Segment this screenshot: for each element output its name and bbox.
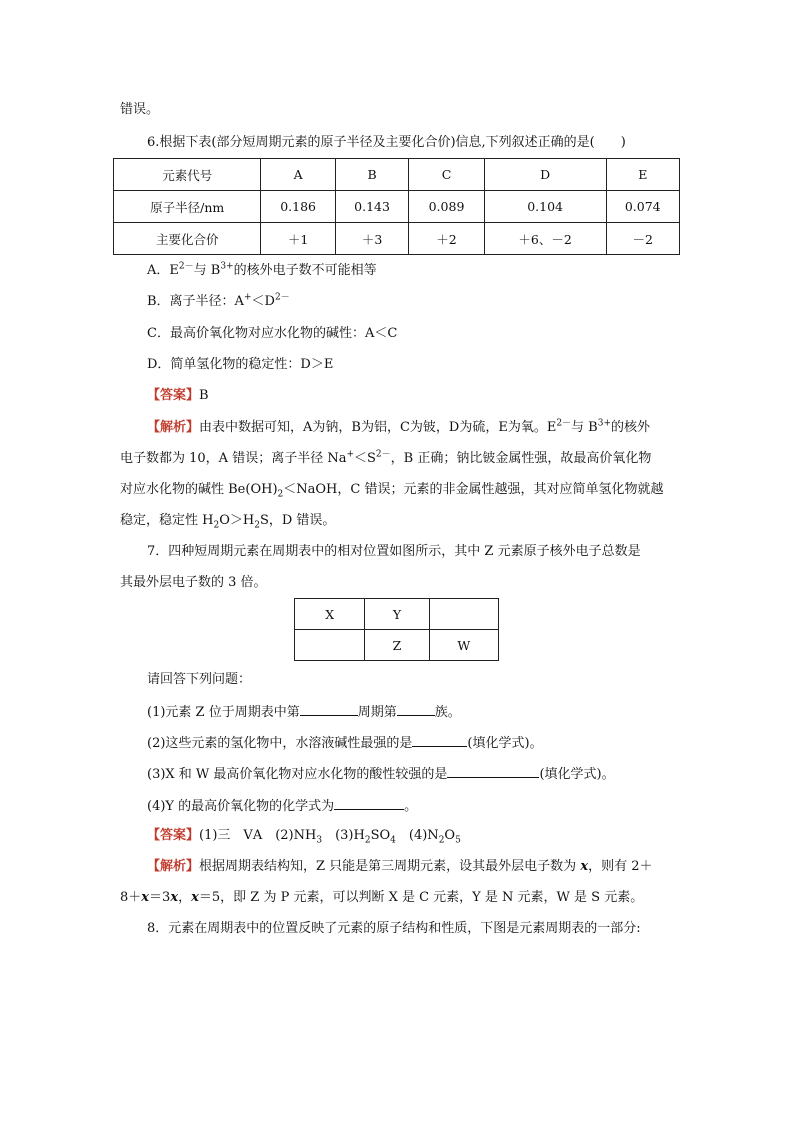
analysis-text: ＝5，即 Z 为 P 元素，可以判断 X 是 C 元素，Y 是 N 元素，W 是 S 元素。: [198, 890, 644, 905]
analysis-text: ，则有 2＋: [588, 859, 653, 874]
answer-blank[interactable]: [412, 732, 467, 747]
table-cell: C: [409, 159, 484, 191]
analysis-text: 稳定，稳定性 H: [120, 513, 214, 528]
superscript: 2－: [375, 449, 391, 460]
q7-sub-question-1: [147, 701, 461, 723]
option-text: ＜D: [251, 294, 275, 309]
analysis-text: 对应水化物的碱性 Be(OH): [120, 482, 278, 497]
variable: x: [170, 890, 179, 905]
table-cell: 0.104: [484, 191, 606, 223]
q7-prompt: 请回答下列问题：: [147, 672, 252, 687]
variable: x: [141, 890, 150, 905]
analysis-text: O＞H: [219, 513, 255, 528]
grid-cell-z: Z: [365, 630, 429, 661]
superscript: +: [346, 449, 354, 460]
answer-tag: 【答案】: [147, 828, 200, 843]
subscript: 2: [438, 835, 445, 846]
analysis-text: S，D 错误。: [259, 513, 336, 528]
table-cell: 0.074: [606, 191, 680, 223]
answer-text: (3)H: [322, 828, 365, 843]
option-text: 的核外电子数不可能相等: [233, 263, 377, 278]
question-text: 。: [404, 799, 418, 814]
analysis-text: ，B 正确；钠比铍金属性强，故最高价氧化物: [390, 451, 652, 466]
q6-element-table: [113, 158, 680, 255]
q7-analysis-line-2: [120, 888, 643, 908]
question-text: (1)元素 Z 位于周期表中第: [147, 705, 300, 720]
table-cell: E: [606, 159, 680, 191]
question-text: (填化学式)。: [467, 736, 543, 751]
table-cell: 0.143: [335, 191, 408, 223]
q6-option-d: D．简单氢化物的稳定性：D＞E: [147, 357, 334, 372]
table-row: [295, 599, 499, 630]
q6-analysis-line-3: [120, 480, 663, 500]
table-cell: B: [335, 159, 408, 191]
superscript: 2－: [274, 292, 290, 303]
q6-analysis-line-1: [147, 418, 650, 438]
table-cell: 主要化合价: [114, 223, 261, 255]
table-cell: ＋1: [261, 223, 335, 255]
analysis-text: 电子数都为 10，A 错误；离子半径 Na: [120, 451, 347, 466]
analysis-text: ，: [178, 890, 192, 905]
answer-blank[interactable]: [447, 763, 539, 778]
superscript: 2－: [556, 418, 572, 429]
answer-text: SO: [370, 828, 391, 843]
q7-stem-line-2: 其最外层电子数的 3 倍。: [120, 575, 267, 590]
grid-cell-x: X: [295, 599, 365, 630]
variable: x: [191, 890, 199, 905]
analysis-tag: 【解析】: [147, 859, 200, 874]
analysis-tag: 【解析】: [147, 420, 200, 435]
subscript: 3: [316, 835, 323, 846]
q6-analysis-line-2: [120, 449, 651, 469]
q6-stem: 6.根据下表(部分短周期元素的原子半径及主要化合价)信息,下列叙述正确的是( ): [147, 135, 626, 150]
subscript: 2: [254, 520, 260, 531]
continuation-text: 错误。: [120, 102, 160, 117]
subscript: 4: [390, 835, 396, 846]
q6-answer: [147, 386, 209, 406]
option-text: 与 B: [193, 263, 221, 278]
superscript: 3+: [597, 418, 612, 429]
analysis-text: ＜S: [354, 451, 376, 466]
subscript: 5: [455, 835, 461, 846]
table-row: [114, 159, 680, 191]
table-cell: 0.186: [261, 191, 335, 223]
question-text: 族。: [434, 705, 461, 720]
answer-blank[interactable]: [300, 701, 358, 716]
grid-cell-w: W: [429, 630, 498, 661]
table-cell: －2: [606, 223, 680, 255]
superscript: +: [243, 292, 252, 303]
q7-answer: [147, 826, 461, 846]
table-cell: 0.089: [409, 191, 484, 223]
table-row: [114, 223, 680, 255]
superscript: 3+: [220, 261, 234, 272]
table-cell: ＋6、－2: [484, 223, 606, 255]
table-cell: 元素代号: [114, 159, 261, 191]
table-cell: ＋2: [409, 223, 484, 255]
table-cell: ＋3: [335, 223, 408, 255]
answer-text: (1)三 ⅤA (2)NH: [199, 828, 317, 843]
table-row: [114, 191, 680, 223]
analysis-text: 8＋: [120, 890, 142, 905]
table-row: [295, 630, 499, 661]
table-cell: 原子半径/nm: [114, 191, 261, 223]
analysis-text: 由表中数据可知，A为钠，B为铝，C为铍，D为硫，E为氧。E: [199, 420, 557, 435]
q7-analysis-line-1: [147, 857, 653, 877]
question-text: (4)Y 的最高价氧化物的化学式为: [147, 799, 335, 814]
q7-sub-question-4: [147, 795, 417, 817]
grid-cell-empty: [429, 599, 498, 630]
analysis-text: 与 B: [571, 420, 598, 435]
grid-cell-y: Y: [365, 599, 429, 630]
answer-text: (4)N: [395, 828, 439, 843]
question-text: 周期第: [357, 705, 397, 720]
option-text: B．离子半径：A: [147, 294, 244, 309]
table-cell: A: [261, 159, 335, 191]
subscript: 2: [277, 489, 284, 500]
variable: x: [580, 859, 589, 874]
analysis-text: ＝3: [149, 890, 171, 905]
answer-blank[interactable]: [397, 701, 435, 716]
superscript: 2－: [178, 261, 194, 272]
question-text: (2)这些元素的氢化物中，水溶液碱性最强的是: [147, 736, 413, 751]
table-cell: D: [484, 159, 606, 191]
analysis-text: 根据周期表结构知，Z 只能是第三周期元素，设其最外层电子数为: [199, 859, 581, 874]
q6-option-b: [147, 292, 290, 312]
answer-text: O: [444, 828, 456, 843]
question-text: (3)X 和 W 最高价氧化物对应水化物的酸性较强的是: [147, 767, 448, 782]
grid-cell-empty: [295, 630, 365, 661]
q7-sub-question-3: [147, 763, 615, 785]
q7-stem-line-1: 7．四种短周期元素在周期表中的相对位置如图所示，其中 Z 元素原子核外电子总数是: [147, 544, 641, 559]
q6-option-a: [147, 261, 377, 281]
analysis-text: ＜NaOH，C 错误；元素的非金属性越强，其对应简单氢化物就越: [283, 482, 664, 497]
answer-value: B: [199, 388, 209, 403]
answer-blank[interactable]: [334, 795, 404, 810]
option-text: A．E: [147, 263, 179, 278]
analysis-text: 的核外: [611, 420, 651, 435]
subscript: 2: [364, 835, 371, 846]
q6-option-c: C．最高价氧化物对应水化物的碱性：A＜C: [147, 326, 398, 341]
q7-sub-question-2: [147, 732, 543, 754]
subscript: 2: [213, 520, 220, 531]
q8-stem: 8．元素在周期表中的位置反映了元素的原子结构和性质，下图是元素周期表的一部分:: [147, 921, 641, 936]
question-text: (填化学式)。: [539, 767, 615, 782]
answer-tag: 【答案】: [147, 388, 200, 403]
q7-position-grid: [294, 598, 499, 661]
q6-analysis-line-4: [120, 511, 335, 531]
